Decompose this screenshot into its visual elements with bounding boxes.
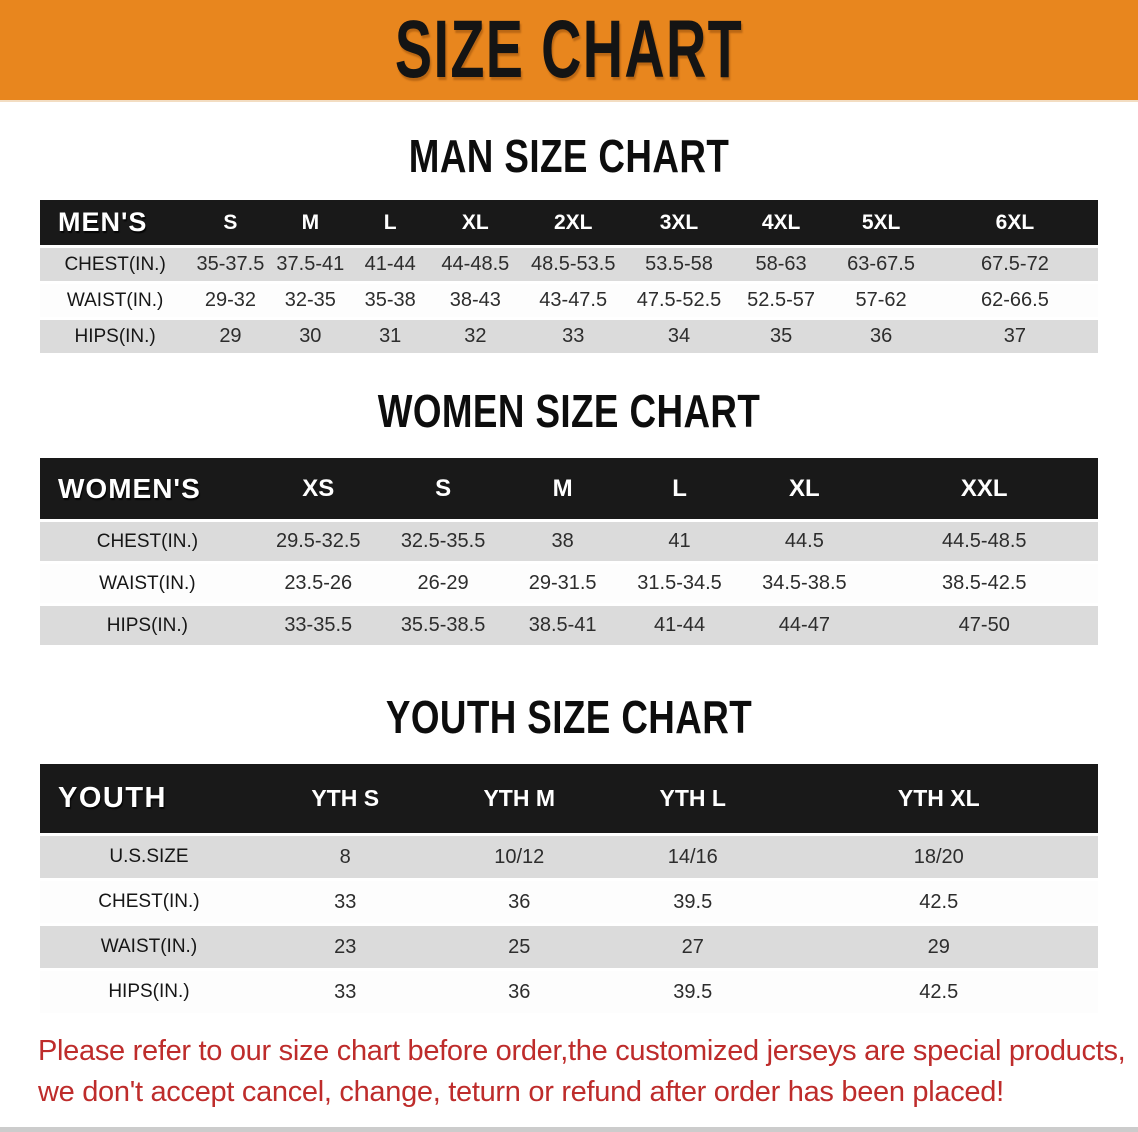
size-value-cell: 38.5-42.5: [871, 563, 1099, 605]
size-value-cell: 33: [258, 880, 433, 925]
column-header: YTH L: [606, 764, 780, 835]
section-women: [0, 385, 1138, 645]
table-row: [40, 925, 1098, 970]
table-row: [40, 880, 1098, 925]
row-label: WAIST(IN.): [40, 563, 255, 605]
size-value-cell: 25: [433, 925, 607, 970]
women-section-title: WOMEN SIZE CHART: [377, 385, 761, 437]
size-value-cell: 43-47.5: [520, 283, 626, 319]
size-value-cell: 35.5-38.5: [382, 605, 505, 646]
bottom-edge-strip: [0, 1127, 1138, 1132]
size-value-cell: 62-66.5: [932, 283, 1098, 319]
size-value-cell: 39.5: [606, 970, 780, 1014]
column-header: YTH XL: [780, 764, 1099, 835]
size-value-cell: 44.5: [738, 521, 870, 563]
column-header: 4XL: [732, 200, 830, 247]
table-row: [40, 247, 1098, 283]
size-value-cell: 27: [606, 925, 780, 970]
size-value-cell: 18/20: [780, 835, 1099, 880]
size-value-cell: 48.5-53.5: [520, 247, 626, 283]
row-label: HIPS(IN.): [40, 605, 255, 646]
disclaimer-line-2: we don't accept cancel, change, teturn or refund after order has been placed!: [38, 1076, 1004, 1108]
youth-size-table: [40, 764, 1098, 1013]
size-value-cell: 39.5: [606, 880, 780, 925]
table-row: [40, 283, 1098, 319]
column-header: XS: [255, 458, 382, 521]
size-value-cell: 44.5-48.5: [871, 521, 1099, 563]
banner-title: SIZE CHART: [394, 4, 744, 95]
size-value-cell: 42.5: [780, 970, 1099, 1014]
column-header: M: [504, 458, 620, 521]
size-value-cell: 41: [621, 521, 738, 563]
size-value-cell: 41-44: [350, 247, 430, 283]
table-row: [40, 319, 1098, 354]
table-corner-label: WOMEN'S: [40, 458, 255, 521]
row-label: CHEST(IN.): [40, 880, 258, 925]
size-value-cell: 26-29: [382, 563, 505, 605]
size-value-cell: 35: [732, 319, 830, 354]
size-value-cell: 33: [258, 970, 433, 1014]
size-value-cell: 38: [504, 521, 620, 563]
row-label: HIPS(IN.): [40, 970, 258, 1014]
size-value-cell: 32: [430, 319, 520, 354]
column-header: 5XL: [830, 200, 932, 247]
size-value-cell: 37.5-41: [271, 247, 350, 283]
size-value-cell: 29-32: [190, 283, 270, 319]
column-header: L: [621, 458, 738, 521]
column-header: XL: [430, 200, 520, 247]
table-row: [40, 605, 1098, 646]
table-row: [40, 970, 1098, 1014]
section-youth: [0, 691, 1138, 1013]
size-value-cell: 31.5-34.5: [621, 563, 738, 605]
size-value-cell: 42.5: [780, 880, 1099, 925]
column-header: 3XL: [626, 200, 732, 247]
size-value-cell: 29-31.5: [504, 563, 620, 605]
size-value-cell: 33-35.5: [255, 605, 382, 646]
size-value-cell: 36: [433, 880, 607, 925]
size-value-cell: 33: [520, 319, 626, 354]
size-value-cell: 31: [350, 319, 430, 354]
column-header: 6XL: [932, 200, 1098, 247]
size-value-cell: 47-50: [871, 605, 1099, 646]
column-header: YTH M: [433, 764, 607, 835]
size-value-cell: 10/12: [433, 835, 607, 880]
size-value-cell: 57-62: [830, 283, 932, 319]
column-header: S: [190, 200, 270, 247]
column-header: L: [350, 200, 430, 247]
size-value-cell: 32.5-35.5: [382, 521, 505, 563]
row-label: WAIST(IN.): [40, 925, 258, 970]
size-value-cell: 14/16: [606, 835, 780, 880]
size-value-cell: 38-43: [430, 283, 520, 319]
row-label: HIPS(IN.): [40, 319, 190, 354]
size-value-cell: 41-44: [621, 605, 738, 646]
table-row: [40, 521, 1098, 563]
size-value-cell: 30: [271, 319, 350, 354]
column-header: XXL: [871, 458, 1099, 521]
size-value-cell: 34: [626, 319, 732, 354]
size-value-cell: 67.5-72: [932, 247, 1098, 283]
size-value-cell: 47.5-52.5: [626, 283, 732, 319]
table-corner-label: YOUTH: [40, 764, 258, 835]
size-value-cell: 29: [780, 925, 1099, 970]
table-row: [40, 563, 1098, 605]
size-value-cell: 23.5-26: [255, 563, 382, 605]
table-corner-label: MEN'S: [40, 200, 190, 247]
size-value-cell: 23: [258, 925, 433, 970]
disclaimer: [0, 1031, 1138, 1113]
size-value-cell: 8: [258, 835, 433, 880]
banner: [0, 0, 1138, 102]
size-value-cell: 44-47: [738, 605, 870, 646]
column-header: 2XL: [520, 200, 626, 247]
row-label: WAIST(IN.): [40, 283, 190, 319]
size-value-cell: 52.5-57: [732, 283, 830, 319]
size-value-cell: 38.5-41: [504, 605, 620, 646]
size-value-cell: 58-63: [732, 247, 830, 283]
row-label: U.S.SIZE: [40, 835, 258, 880]
size-value-cell: 35-37.5: [190, 247, 270, 283]
size-value-cell: 29: [190, 319, 270, 354]
size-value-cell: 44-48.5: [430, 247, 520, 283]
youth-section-title: YOUTH SIZE CHART: [385, 691, 753, 743]
women-size-table: [40, 458, 1098, 645]
men-size-table: [40, 200, 1098, 353]
table-row: [40, 835, 1098, 880]
size-value-cell: 53.5-58: [626, 247, 732, 283]
disclaimer-line-1: Please refer to our size chart before order,the customized jerseys are special products,: [38, 1035, 1126, 1067]
column-header: YTH S: [258, 764, 433, 835]
size-value-cell: 35-38: [350, 283, 430, 319]
size-value-cell: 29.5-32.5: [255, 521, 382, 563]
row-label: CHEST(IN.): [40, 521, 255, 563]
column-header: M: [271, 200, 350, 247]
section-men: [0, 130, 1138, 353]
men-section-title: MAN SIZE CHART: [408, 130, 730, 182]
size-value-cell: 34.5-38.5: [738, 563, 870, 605]
size-value-cell: 32-35: [271, 283, 350, 319]
size-value-cell: 36: [433, 970, 607, 1014]
row-label: CHEST(IN.): [40, 247, 190, 283]
size-value-cell: 36: [830, 319, 932, 354]
size-value-cell: 37: [932, 319, 1098, 354]
column-header: XL: [738, 458, 870, 521]
size-value-cell: 63-67.5: [830, 247, 932, 283]
column-header: S: [382, 458, 505, 521]
